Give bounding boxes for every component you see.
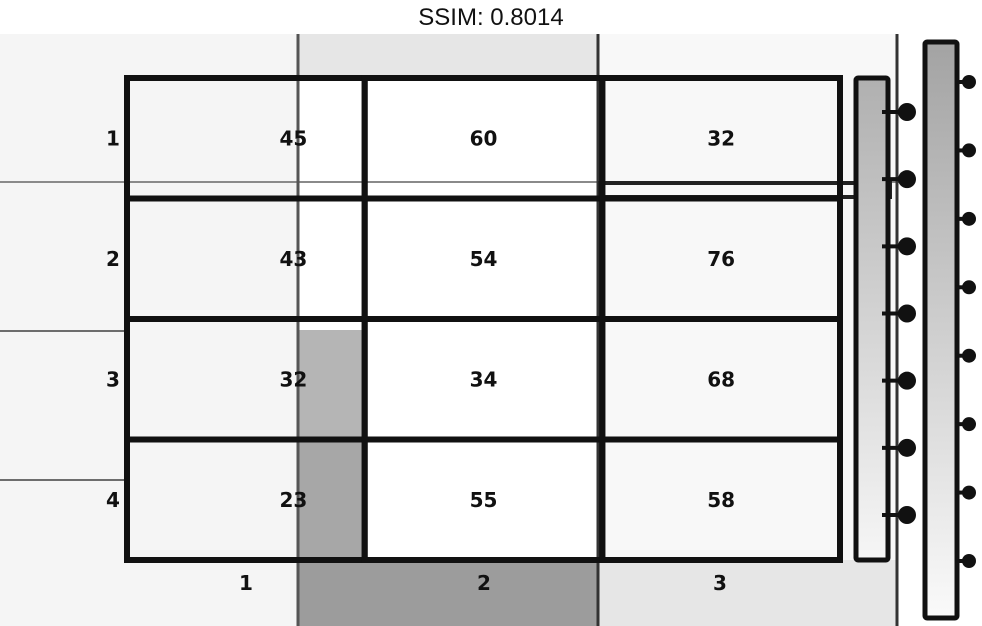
bg-bottom-gray-light [598,560,896,626]
row-tick-label: 1 [106,126,120,151]
bg-low-gray [298,440,364,560]
colorbar-outer-tick-label [962,554,976,568]
column-tick-label: 2 [477,571,491,595]
cell-value-label: 32 [707,126,736,151]
bg-top-band [298,34,598,79]
cell-value-label: 68 [707,367,736,392]
cell-value-label: 58 [707,487,736,512]
cell-value-label: 60 [469,126,498,151]
colorbar-outer [925,42,976,618]
row-tick-label: 3 [106,367,120,392]
bg-bottom-gray-dark [298,560,598,626]
cell-value-label: 34 [469,367,498,392]
bg-right-band [598,34,898,626]
colorbar-inner-tick-label [898,103,916,121]
colorbar-outer-tick-label [962,212,976,226]
colorbar-outer-tick-label [962,486,976,500]
cell-value-label: 45 [279,126,308,151]
colorbar-inner-tick-label [898,439,916,457]
colorbar-outer-bar [925,42,957,618]
cell-value-label: 76 [707,246,736,271]
colorbar-outer-tick-label [962,75,976,89]
colorbar-inner-bar [856,78,888,560]
colorbar-outer-tick-label [962,417,976,431]
colorbar-inner [856,78,916,560]
row-tick-label: 4 [106,487,120,512]
colorbar-outer-tick-label [962,349,976,363]
column-tick-label: 3 [713,571,727,595]
colorbar-outer-tick-label [962,280,976,294]
colorbar-inner-tick-label [898,237,916,255]
column-tick-label: 1 [239,571,253,595]
cell-value-label: 32 [279,367,308,392]
cell-value-label: 55 [469,487,498,512]
colorbar-outer-tick-label [962,143,976,157]
bg-mid-gray [298,330,364,440]
colorbar-inner-tick-label [898,506,916,524]
colorbar-inner-tick-label [898,372,916,390]
colorbar-inner-tick-label [898,170,916,188]
colorbar-inner-tick-label [898,305,916,323]
background-layer [0,34,900,626]
cell-value-label: 43 [279,246,308,271]
row-tick-label: 2 [106,246,120,271]
cell-value-label: 23 [279,487,308,512]
cell-value-label: 54 [469,246,498,271]
chart-title: SSIM: 0.8014 [418,4,564,31]
